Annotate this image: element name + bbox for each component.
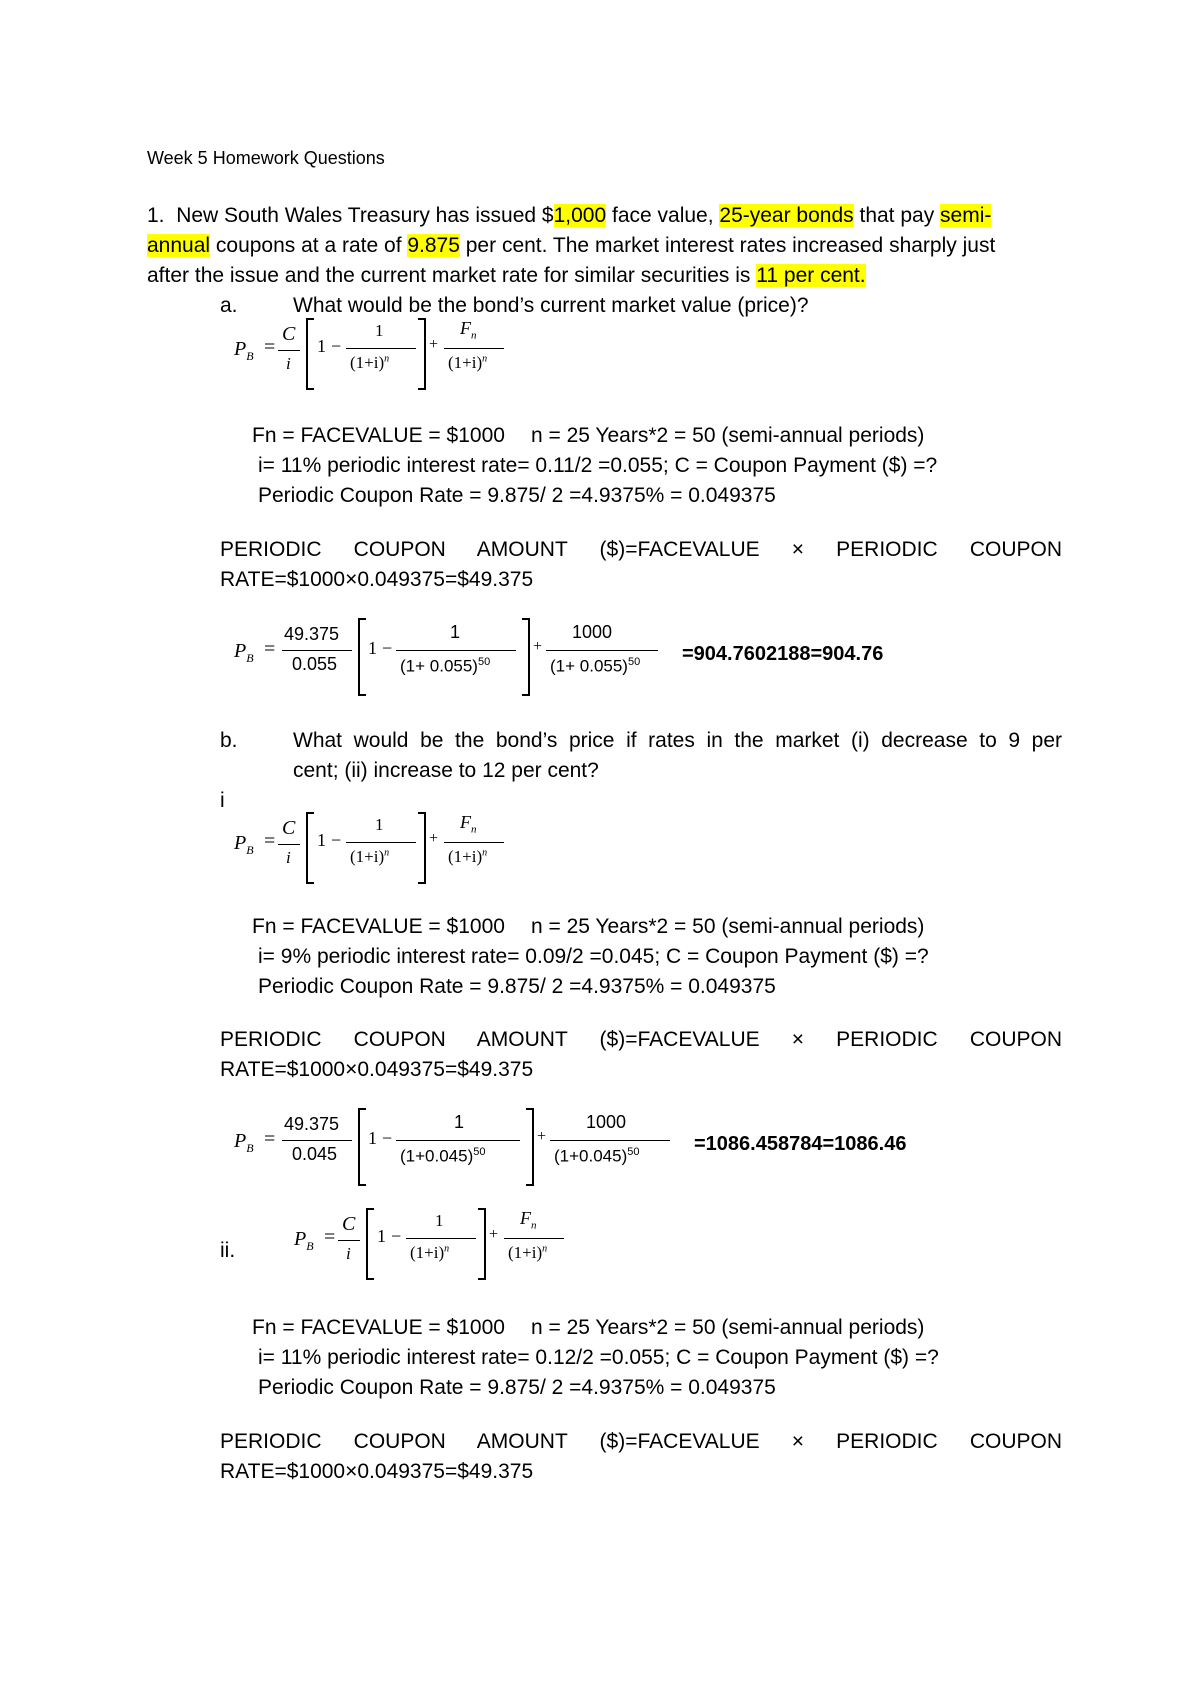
formula-one: 1: [454, 1112, 465, 1132]
pb-symbol: $P_B$: [234, 338, 254, 363]
formula-plus: +: [537, 1128, 547, 1145]
rate-symbol: i: [286, 354, 291, 373]
pb-symbol: $P_B$: [294, 1228, 314, 1253]
coupon-value: 49.375: [284, 624, 340, 644]
equals-sign: =: [324, 1226, 336, 1248]
bond-price-formula: [294, 1208, 564, 1280]
highlight-annual: annual: [147, 234, 211, 257]
interest-rate-line: i= 11% periodic interest rate= 0.12/2 =0.055; C = Coupon Payment ($) =?: [258, 1346, 939, 1369]
coupon-rate-line: Periodic Coupon Rate = 9.875/ 2 =4.9375% = 0.049375: [258, 975, 776, 998]
face-value-line: Fn = FACEVALUE = $1000: [252, 915, 505, 938]
formula-denominator: $(1+i)^n$: [410, 1243, 450, 1262]
formula-minus: −: [331, 830, 342, 850]
q1-text: face value,: [606, 204, 720, 227]
part-a-question: What would be the bond’s current market value (price)?: [293, 294, 809, 317]
periods-line: n = 25 Years*2 = 50 (semi-annual periods): [531, 915, 925, 938]
equals-sign: =: [264, 1128, 276, 1150]
part-a-label: a.: [220, 294, 238, 317]
highlight-market-rate: 11 per cent.: [756, 264, 866, 287]
question-1-line-2: [147, 231, 995, 261]
formula-minus: −: [382, 1128, 393, 1148]
coupon-value: 49.375: [284, 1114, 340, 1134]
bond-price-formula: [234, 318, 504, 390]
face-value: 1000: [586, 1112, 627, 1132]
formula-denominator: $(1+i)^n$: [350, 847, 390, 866]
pb-symbol: $P_B$: [234, 640, 254, 665]
formula-denominator: $(1+i)^n$: [508, 1243, 548, 1262]
calc-denominator: $(1+0.045)^{50}$: [554, 1146, 640, 1166]
highlight-semi: semi-: [940, 204, 992, 227]
rate-value: 0.045: [292, 1144, 338, 1164]
bond-price-calculation-b-i: [234, 1108, 674, 1184]
coupon-amount-line-1: PERIODIC COUPON AMOUNT ($)=FACEVALUE × PERIODIC COUPON: [220, 1028, 1062, 1051]
coupon-symbol: C: [342, 1213, 356, 1235]
formula-denominator: $(1+i)^n$: [448, 353, 488, 372]
pb-symbol: $P_B$: [234, 1130, 254, 1155]
face-value-line: Fn = FACEVALUE = $1000: [252, 1316, 505, 1339]
fn-symbol: $F_n$: [460, 812, 477, 836]
part-b-sub-ii: ii.: [220, 1239, 236, 1262]
formula-minus: −: [382, 638, 393, 658]
formula-one: 1: [317, 336, 326, 356]
formula-one: 1: [375, 321, 384, 340]
formula-minus: −: [331, 336, 342, 356]
coupon-symbol: C: [282, 323, 296, 345]
q1-text: coupons at a rate of: [210, 234, 408, 257]
face-value-line: Fn = FACEVALUE = $1000: [252, 424, 505, 447]
formula-plus: +: [429, 336, 439, 353]
formula-one: 1: [375, 815, 384, 834]
rate-symbol: i: [286, 848, 291, 867]
formula-one: 1: [368, 638, 377, 658]
formula-minus: −: [391, 1226, 402, 1246]
fn-symbol: $F_n$: [460, 318, 477, 342]
coupon-rate-line: Periodic Coupon Rate = 9.875/ 2 =4.9375% = 0.049375: [258, 484, 776, 507]
part-b-question-line-2: cent; (ii) increase to 12 per cent?: [293, 759, 599, 782]
coupon-amount-line-1: PERIODIC COUPON AMOUNT ($)=FACEVALUE × PERIODIC COUPON: [220, 1430, 1062, 1453]
result-a: =904.7602188=904.76: [682, 643, 884, 665]
result-b-i: =1086.458784=1086.46: [694, 1133, 907, 1155]
fn-symbol: $F_n$: [520, 1208, 537, 1232]
part-b-label: b.: [220, 729, 238, 752]
page-title: Week 5 Homework Questions: [147, 148, 385, 168]
formula-plus: +: [429, 830, 439, 847]
formula-denominator: $(1+i)^n$: [350, 353, 390, 372]
calc-denominator: $(1+ 0.055)^{50}$: [400, 656, 491, 676]
question-number: 1.: [147, 204, 165, 227]
coupon-amount-line-2: RATE=$1000×0.049375=$49.375: [220, 568, 534, 591]
face-value: 1000: [572, 622, 613, 642]
calc-denominator: $(1+ 0.055)^{50}$: [550, 656, 641, 676]
coupon-symbol: C: [282, 817, 296, 839]
highlight-term: 25-year bonds: [719, 204, 854, 227]
equals-sign: =: [264, 336, 276, 358]
interest-rate-line: i= 9% periodic interest rate= 0.09/2 =0.045; C = Coupon Payment ($) =?: [258, 945, 929, 968]
formula-denominator: $(1+i)^n$: [448, 847, 488, 866]
coupon-amount-line-2: RATE=$1000×0.049375=$49.375: [220, 1058, 534, 1081]
q1-text: New South Wales Treasury has issued $: [176, 204, 554, 227]
rate-symbol: i: [346, 1244, 351, 1263]
coupon-rate-line: Periodic Coupon Rate = 9.875/ 2 =4.9375% = 0.049375: [258, 1376, 776, 1399]
coupon-amount-line-2: RATE=$1000×0.049375=$49.375: [220, 1460, 534, 1483]
highlight-face-value: 1,000: [553, 204, 607, 227]
equals-sign: =: [264, 638, 276, 660]
formula-one: 1: [450, 622, 461, 642]
part-b-question-line-1: What would be the bond’s price if rates in the market (i) decrease to 9 per: [293, 729, 1062, 752]
calc-denominator: $(1+0.045)^{50}$: [400, 1146, 486, 1166]
periods-line: n = 25 Years*2 = 50 (semi-annual periods): [531, 1316, 925, 1339]
part-b-sub-i: i: [220, 789, 225, 812]
question-1-line-3: [147, 261, 866, 291]
formula-one: 1: [377, 1226, 386, 1246]
question-1-line-1: [147, 201, 991, 231]
interest-rate-line: i= 11% periodic interest rate= 0.11/2 =0.055; C = Coupon Payment ($) =?: [258, 454, 938, 477]
formula-one: 1: [368, 1128, 377, 1148]
formula-plus: +: [489, 1226, 499, 1243]
pb-symbol: $P_B$: [234, 832, 254, 857]
formula-one: 1: [317, 830, 326, 850]
q1-text: that pay: [853, 204, 941, 227]
bond-price-calculation-a: [234, 618, 674, 694]
coupon-amount-line-1: PERIODIC COUPON AMOUNT ($)=FACEVALUE × PERIODIC COUPON: [220, 538, 1062, 561]
formula-plus: +: [533, 638, 543, 655]
highlight-coupon-rate: 9.875: [407, 234, 460, 257]
q1-text: per cent. The market interest rates increased sharply just: [459, 234, 996, 257]
periods-line: n = 25 Years*2 = 50 (semi-annual periods): [531, 424, 925, 447]
q1-text: after the issue and the current market rate for similar securities is: [147, 264, 757, 287]
formula-one: 1: [435, 1211, 444, 1230]
bond-price-formula: [234, 812, 504, 884]
rate-value: 0.055: [292, 654, 338, 674]
equals-sign: =: [264, 830, 276, 852]
